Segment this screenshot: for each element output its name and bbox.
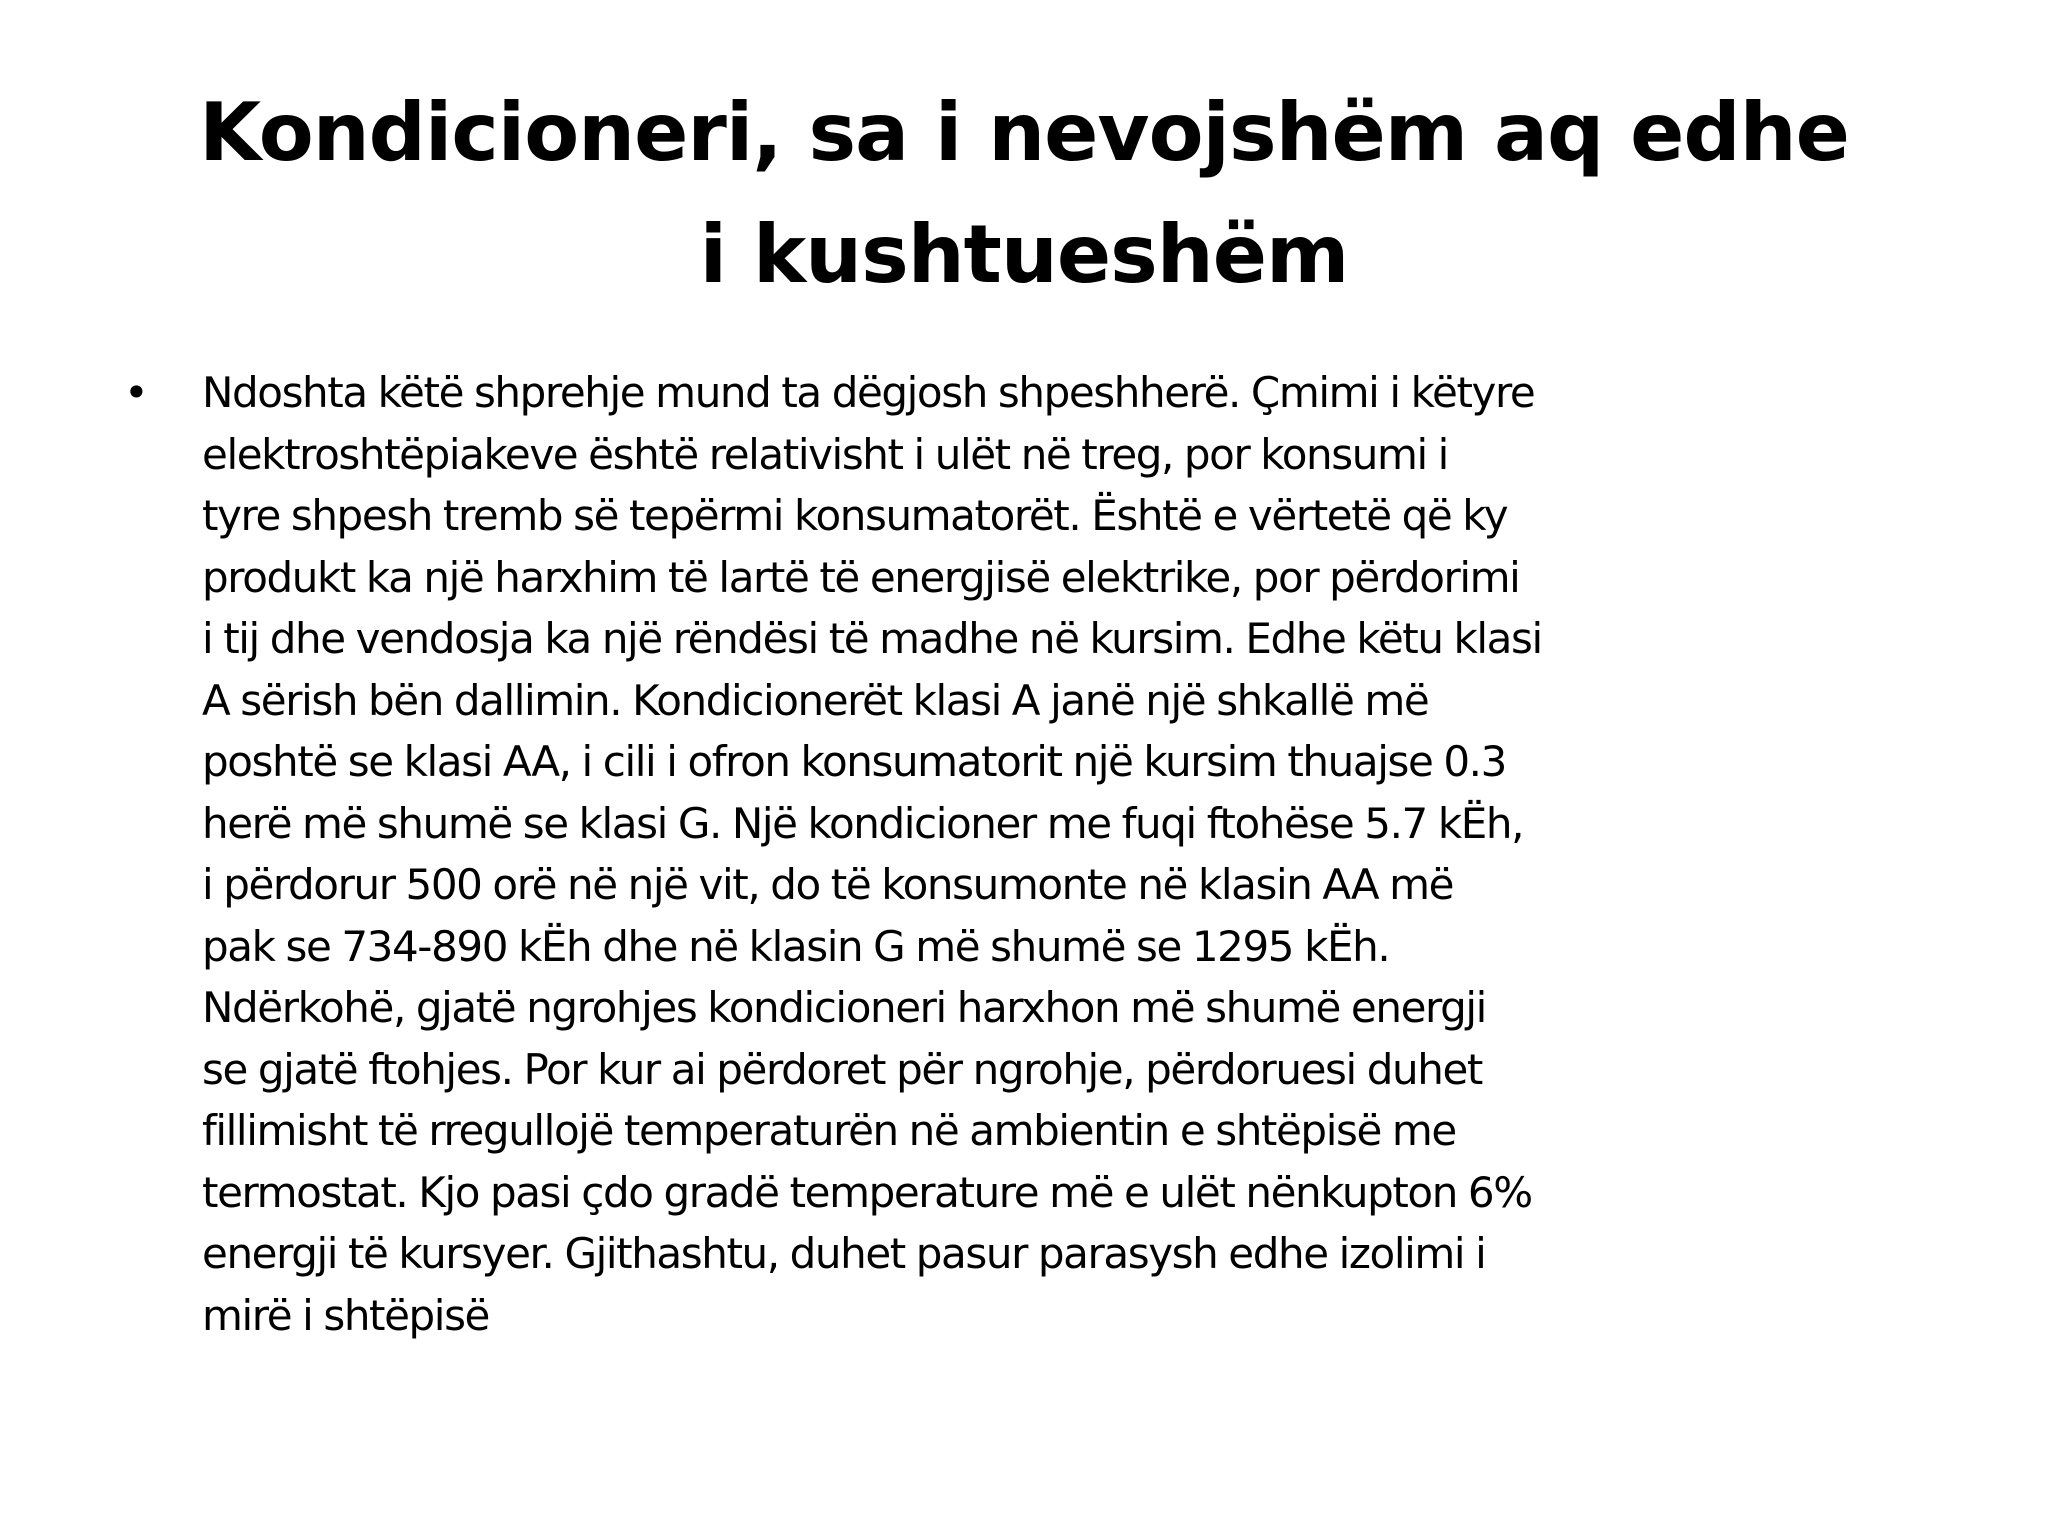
title-line: Kondicioneri, sa i nevojshëm aq edhe [199,86,1849,179]
body-line: herë më shumë se klasi G. Një kondicioner me fuqi ftohëse 5.7 kËh, [202,798,1524,848]
body-line: A sërish bën dallimin. Kondicionerët klasi A janë një shkallë më [202,675,1429,725]
body-line: elektroshtëpiakeve është relativisht i ulët në treg, por konsumi i [202,429,1448,479]
bullet-icon: • [124,368,149,417]
body-line: i përdorur 500 orë në një vit, do të konsumonte në klasin AA më [202,860,1454,909]
body-line: tyre shpesh tremb së tepërmi konsumatorët. Është e vërtetë që ky [202,491,1508,540]
title-line: i kushtueshëm [699,208,1349,301]
body-line: poshtë se klasi AA, i cili i ofron konsumatorit një kursim thuajse 0.3 [202,737,1506,786]
body-line: i tij dhe vendosja ka një rëndësi të madhe në kursim. Edhe këtu klasi [202,614,1542,663]
body-line: fillimisht të rregullojë temperaturën në ambientin e shtëpisë me [202,1106,1456,1155]
body-line: produkt ka një harxhim të lartë të energjisë elektrike, por përdorimi [202,552,1520,602]
bullet-paragraph [202,362,1962,1346]
body-line: pak se 734-890 kËh dhe në klasin G më shumë se 1295 kËh. [202,921,1390,971]
body-line: Ndoshta këtë shprehje mund ta dëgjosh shpeshherë. Çmimi i këtyre [202,368,1535,417]
body-line: mirë i shtëpisë [202,1290,489,1340]
body-line: Ndërkohë, gjatë ngrohjes kondicioneri harxhon më shumë energji [202,983,1486,1032]
body-line: se gjatë ftohjes. Por kur ai përdoret për ngrohje, përdoruesi duhet [202,1044,1482,1094]
body-line: energji të kursyer. Gjithashtu, duhet pasur parasysh edhe izolimi i [202,1229,1486,1278]
slide-title [100,72,1948,316]
body-line: termostat. Kjo pasi çdo gradë temperature më e ulët nënkupton 6% [202,1167,1532,1217]
